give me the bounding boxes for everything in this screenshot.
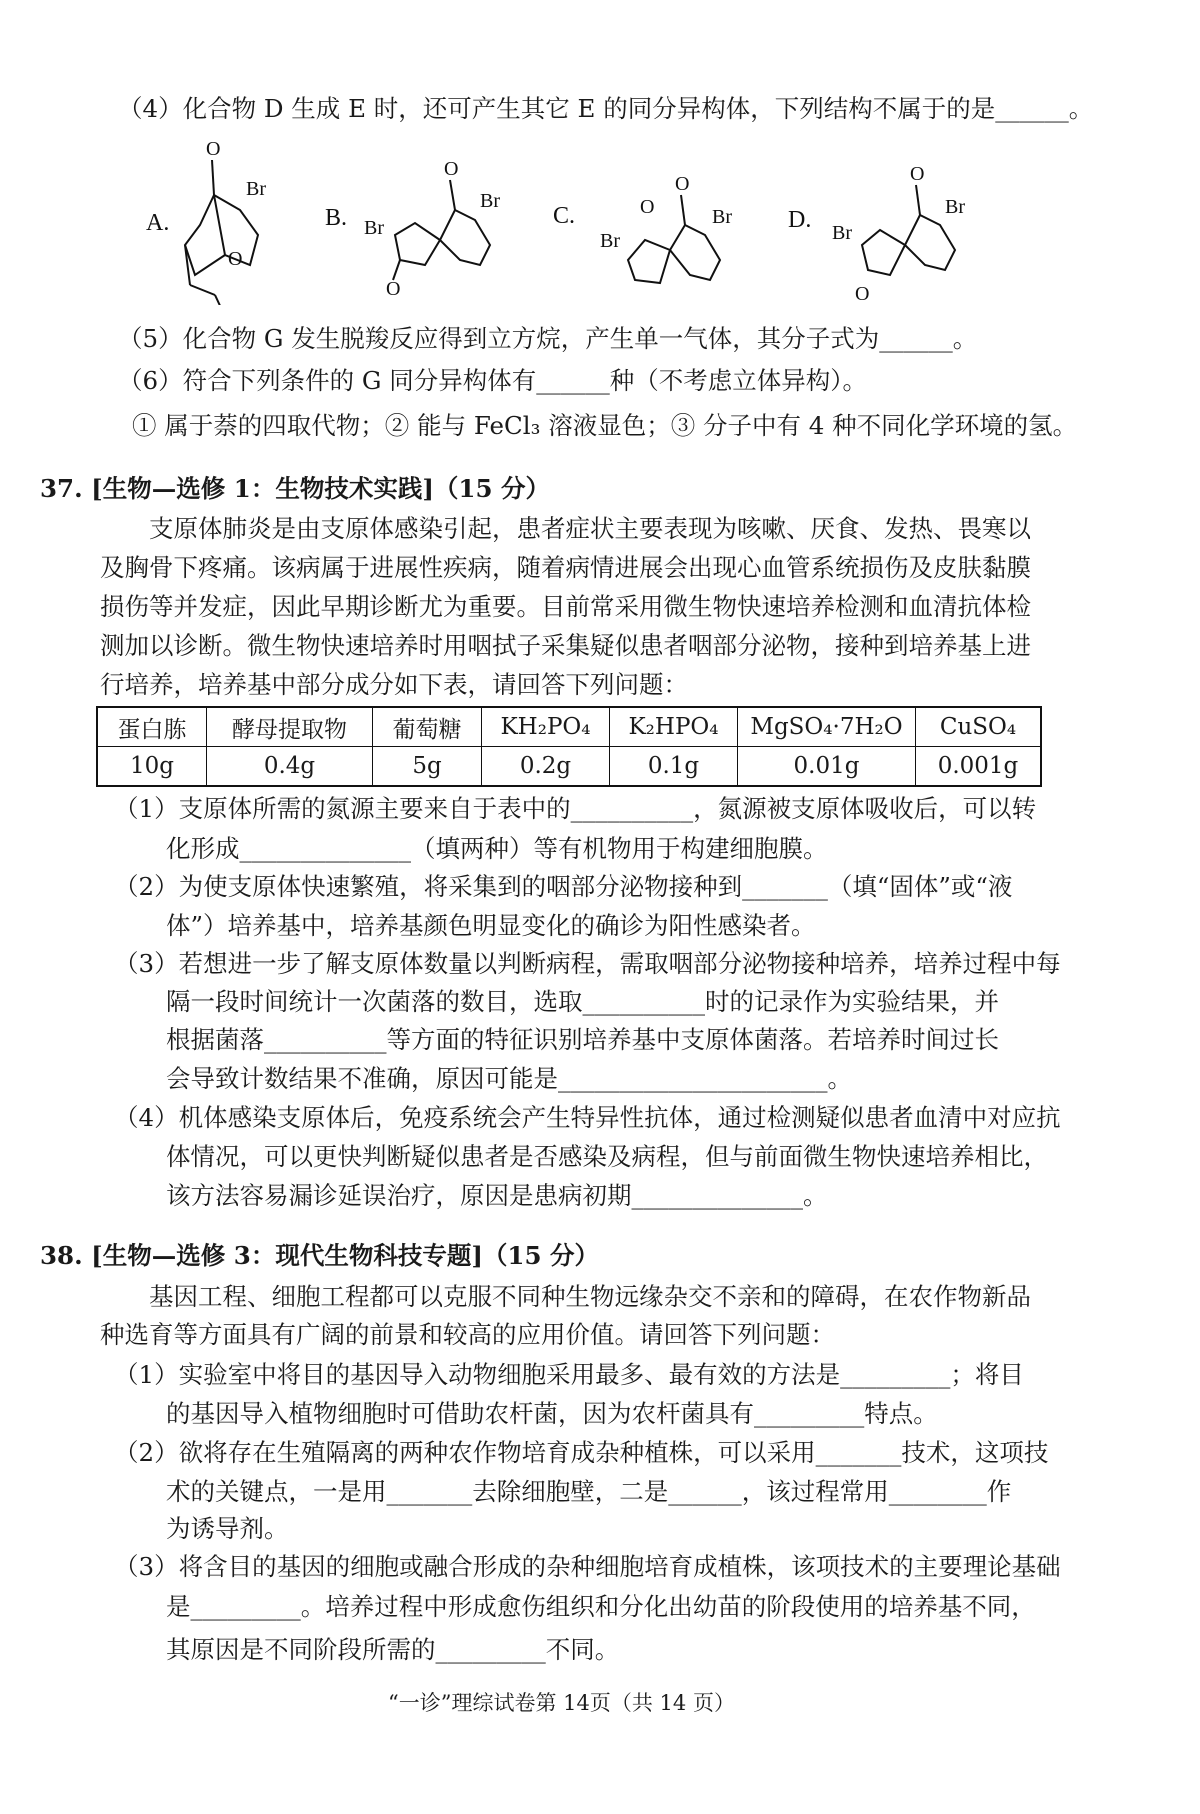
medium-composition-table bbox=[96, 706, 1042, 787]
atom-label: O bbox=[206, 138, 221, 160]
structure-a bbox=[146, 138, 266, 305]
q37-intro-line: 损伤等并发症，因此早期诊断尤为重要。目前常采用微生物快速培养检测和血清抗体检 bbox=[100, 592, 1031, 621]
table-cell: CuSO₄ bbox=[916, 707, 1042, 747]
table-cell: 0.2g bbox=[482, 747, 610, 787]
q38-question-2: （2）欲将存在生殖隔离的两种农作物培育成杂种植株，可以采用_______技术，这项技 bbox=[114, 1438, 1049, 1467]
structure-d bbox=[788, 163, 965, 305]
structure-options bbox=[0, 135, 1200, 305]
atom-label: Br bbox=[246, 178, 266, 200]
q38-question-3: （3）将含目的基因的细胞或融合形成的杂种细胞培育成植株，该项技术的主要理论基础 bbox=[114, 1552, 1061, 1581]
q37-question-3-cont: 根据菌落__________等方面的特征识别培养基中支原体菌落。若培养时间过长 bbox=[166, 1025, 999, 1054]
q37-heading: 37. [生物—选修 1：生物技术实践]（15 分） bbox=[40, 474, 551, 503]
q37-intro-line: 支原体肺炎是由支原体感染引起，患者症状主要表现为咳嗽、厌食、发热、畏寒以 bbox=[149, 514, 1031, 543]
q37-question-2: （2）为使支原体快速繁殖，将采集到的咽部分泌物接种到_______（填“固体”或“液 bbox=[114, 872, 1013, 901]
q38-question-1-cont: 的基因导入植物细胞时可借助农杆菌，因为农杆菌具有_________特点。 bbox=[166, 1399, 938, 1428]
q37-question-4-cont: 体情况，可以更快判断疑似患者是否感染及病程，但与前面微生物快速培养相比， bbox=[166, 1142, 1048, 1171]
table-cell: MgSO₄·7H₂O bbox=[738, 707, 916, 747]
q38-intro-line: 种选育等方面具有广阔的前景和较高的应用价值。请回答下列问题： bbox=[100, 1320, 835, 1349]
atom-label: O bbox=[228, 248, 243, 270]
option-label: B. bbox=[325, 205, 348, 231]
option-label: A. bbox=[146, 210, 170, 236]
table-cell: 0.001g bbox=[916, 747, 1042, 787]
q38-heading: 38. [生物—选修 3：现代生物科技专题]（15 分） bbox=[40, 1241, 600, 1270]
atom-label: Br bbox=[600, 230, 620, 252]
q36-part5: （5）化合物 G 发生脱羧反应得到立方烷，产生单一气体，其分子式为______。 bbox=[118, 324, 978, 353]
atom-label: Br bbox=[832, 222, 852, 244]
option-label: D. bbox=[788, 207, 812, 233]
table-cell: 葡萄糖 bbox=[373, 707, 482, 747]
table-cell: 0.01g bbox=[738, 747, 916, 787]
q37-question-4: （4）机体感染支原体后，免疫系统会产生特异性抗体，通过检测疑似患者血清中对应抗 bbox=[114, 1103, 1061, 1132]
q38-intro-line: 基因工程、细胞工程都可以克服不同种生物远缘杂交不亲和的障碍，在农作物新品 bbox=[149, 1282, 1031, 1311]
atom-label: O bbox=[910, 163, 925, 185]
table-cell: 5g bbox=[373, 747, 482, 787]
table-cell: 0.1g bbox=[610, 747, 738, 787]
q37-question-4-cont: 该方法容易漏诊延误治疗，原因是患病初期______________。 bbox=[166, 1181, 828, 1210]
atom-label: O bbox=[444, 158, 459, 180]
structure-b bbox=[325, 158, 500, 300]
q37-question-3-cont: 隔一段时间统计一次菌落的数目，选取__________时的记录作为实验结果，并 bbox=[166, 987, 999, 1016]
q37-question-2-cont: 体”）培养基中，培养基颜色明显变化的确诊为阳性感染者。 bbox=[166, 911, 816, 940]
q37-intro-line: 测加以诊断。微生物快速培养时用咽拭子采集疑似患者咽部分泌物，接种到培养基上进 bbox=[100, 631, 1031, 660]
q36-part6: （6）符合下列条件的 G 同分异构体有______种（不考虑立体异构）。 bbox=[118, 366, 867, 395]
table-cell: KH₂PO₄ bbox=[482, 707, 610, 747]
atom-label: O bbox=[640, 196, 655, 218]
table-cell: 酵母提取物 bbox=[207, 707, 373, 747]
q38-question-2-cont: 为诱导剂。 bbox=[166, 1514, 289, 1543]
table-cell: 0.4g bbox=[207, 747, 373, 787]
q36-part6-conditions: ① 属于萘的四取代物；② 能与 FeCl₃ 溶液显色；③ 分子中有 4 种不同化学环境的氢。 bbox=[132, 411, 1078, 440]
q37-intro-line: 及胸骨下疼痛。该病属于进展性疾病，随着病情进展会出现心血管系统损伤及皮肤黏膜 bbox=[100, 553, 1031, 582]
atom-label: O bbox=[855, 283, 870, 305]
atom-label: Br bbox=[945, 196, 965, 218]
q37-intro-line: 行培养，培养基中部分成分如下表，请回答下列问题： bbox=[100, 670, 688, 699]
q36-part4: （4）化合物 D 生成 E 时，还可产生其它 E 的同分异构体，下列结构不属于的是______。 bbox=[118, 94, 1094, 123]
structure-c bbox=[553, 173, 732, 283]
q38-question-2-cont: 术的关键点，一是用_______去除细胞壁，二是______，该过程常用________作 bbox=[166, 1477, 1012, 1506]
q38-question-3-cont: 是_________。培养过程中形成愈伤组织和分化出幼苗的阶段使用的培养基不同， bbox=[166, 1592, 1036, 1621]
atom-label: Br bbox=[364, 217, 384, 239]
q37-question-3: （3）若想进一步了解支原体数量以判断病程，需取咽部分泌物接种培养，培养过程中每 bbox=[114, 949, 1061, 978]
option-label: C. bbox=[553, 203, 576, 229]
table-cell: 10g bbox=[97, 747, 207, 787]
q37-question-3-cont: 会导致计数结果不准确，原因可能是______________________。 bbox=[166, 1064, 852, 1093]
table-header-row bbox=[97, 707, 1041, 747]
page-footer: “一诊”理综试卷第 14页（共 14 页） bbox=[388, 1691, 735, 1715]
atom-label: Br bbox=[480, 190, 500, 212]
atom-label: O bbox=[675, 173, 690, 195]
q37-question-1: （1）支原体所需的氮源主要来自于表中的__________，氮源被支原体吸收后，可以转 bbox=[114, 794, 1037, 823]
q38-question-1: （1）实验室中将目的基因导入动物细胞采用最多、最有效的方法是_________；将目 bbox=[114, 1360, 1024, 1389]
q38-question-3-cont: 其原因是不同阶段所需的_________不同。 bbox=[166, 1635, 620, 1664]
q37-question-1-cont: 化形成______________（填两种）等有机物用于构建细胞膜。 bbox=[166, 834, 828, 863]
table-cell: 蛋白胨 bbox=[97, 707, 207, 747]
table-cell: K₂HPO₄ bbox=[610, 707, 738, 747]
table-value-row bbox=[97, 747, 1041, 787]
atom-label: Br bbox=[712, 206, 732, 228]
atom-label: O bbox=[386, 278, 401, 300]
